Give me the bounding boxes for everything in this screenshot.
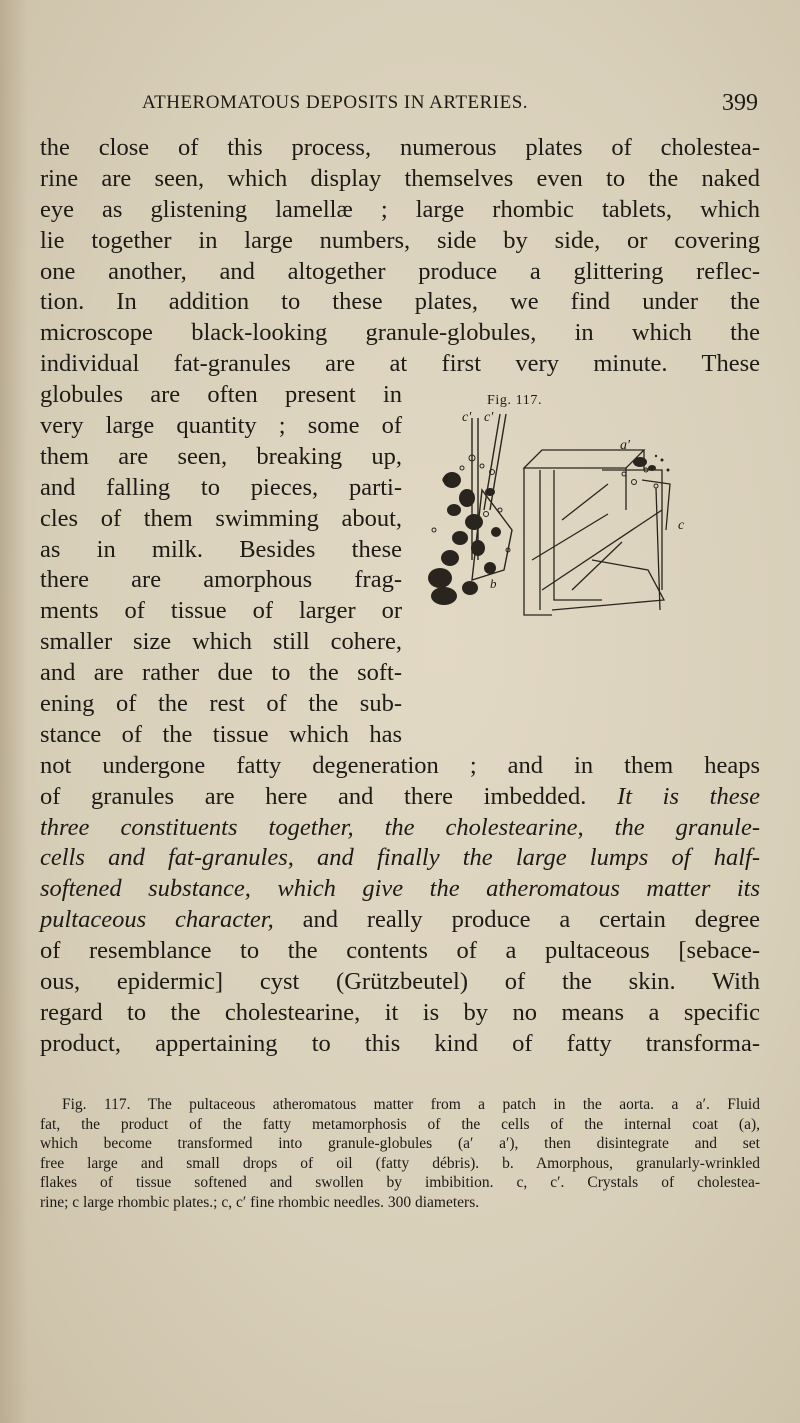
text-line: there are amorphous frag- — [40, 566, 402, 594]
text-line: stance of the tissue which has — [40, 720, 402, 748]
figure-caption — [40, 1095, 760, 1212]
figure-label: Fig. 117. — [487, 393, 543, 408]
text-line: product, appertaining to this kind of fatty transforma- — [40, 1029, 760, 1057]
page-header — [0, 90, 800, 120]
figure-letter-b: b — [490, 576, 497, 591]
text-line: cles of them swimming about, — [40, 504, 402, 532]
text-line: the close of this process, numerous plates of cholestea- — [40, 134, 760, 161]
text-line: of resemblance to the contents of a pultaceous [sebace- — [40, 937, 760, 965]
text-line — [40, 782, 760, 813]
caption-line: free large and small drops of oil (fatty débris). b. Amorphous, granularly-wrinkled — [40, 1154, 760, 1172]
text-line: cells and fat-granules, and finally the large lumps of half- — [40, 844, 760, 872]
fine-granules — [633, 455, 670, 472]
italic-run: It is these — [617, 782, 760, 810]
text-line: globules are often present in — [40, 381, 402, 409]
text-line: microscope black-looking granule-globules, in which the — [40, 319, 760, 347]
text-run: and really produce a certain degree — [302, 906, 760, 934]
text-line: individual fat-granules are at first very minute. These — [40, 350, 760, 378]
figure-illustration — [412, 410, 702, 630]
text-line: three constituents together, the cholestearine, the granule- — [40, 813, 760, 841]
text-line — [40, 905, 760, 936]
figure-letter-c-prime-b: c′ — [484, 410, 494, 425]
text-line: and are rather due to the soft- — [40, 659, 402, 687]
caption-line: Fig. 117. The pultaceous atheromatous matter from a patch in the aorta. a a′. Fluid — [62, 1096, 760, 1113]
running-head: ATHEROMATOUS DEPOSITS IN ARTERIES. — [142, 92, 529, 113]
text-line: as in milk. Besides these — [40, 535, 402, 563]
text-run: of granules are here and there imbedded. — [40, 782, 587, 810]
text-line: eye as glistening lamellæ ; large rhombic tablets, which — [40, 195, 760, 223]
needle-crystals — [472, 414, 512, 580]
figure-letter-a: a — [442, 470, 449, 485]
text-line: ments of tissue of larger or — [40, 597, 402, 625]
text-line: lie together in large numbers, side by side, or covering — [40, 226, 760, 254]
text-line: ening of the rest of the sub- — [40, 690, 402, 718]
figure-letter-c-prime-a: c′ — [462, 410, 472, 425]
figure-letter-a-prime: a′ — [620, 438, 631, 453]
text-line: regard to the cholestearine, it is by no means a specific — [40, 998, 760, 1026]
rhombic-plates — [524, 450, 670, 615]
text-line: and falling to pieces, parti- — [40, 473, 402, 501]
caption-line: fat, the product of the fatty metamorphosis of the cells of the internal coat (a), — [40, 1115, 760, 1133]
text-line: them are seen, breaking up, — [40, 442, 402, 470]
caption-line: flakes of tissue softened and swollen by imbibition. c, c′. Crystals of cholestea- — [40, 1174, 760, 1191]
text-line: ous, epidermic] cyst (Grützbeutel) of the skin. With — [40, 968, 760, 996]
caption-line: which become transformed into granule-globules (a′ a′), then disintegrate and set — [40, 1135, 760, 1152]
figure-letter-c: c — [678, 518, 685, 533]
binding-shadow — [0, 0, 28, 1423]
text-line: smaller size which still cohere, — [40, 628, 402, 656]
text-line: tion. In addition to these plates, we find under the — [40, 288, 760, 316]
caption-line: rine; c large rhombic plates.; c, c′ fine rhombic needles. 300 diameters. — [40, 1193, 480, 1211]
text-line: very large quantity ; some of — [40, 412, 402, 440]
page-number: 399 — [722, 90, 758, 116]
figure-117 — [412, 410, 702, 630]
text-line: rine are seen, which display themselves even to the naked — [40, 164, 760, 192]
text-line: one another, and altogether produce a glittering reflec- — [40, 257, 760, 285]
text-line: softened substance, which give the atheromatous matter its — [40, 875, 760, 903]
italic-run: pultaceous character, — [40, 906, 274, 934]
text-line: not undergone fatty degeneration ; and in them heaps — [40, 751, 760, 779]
